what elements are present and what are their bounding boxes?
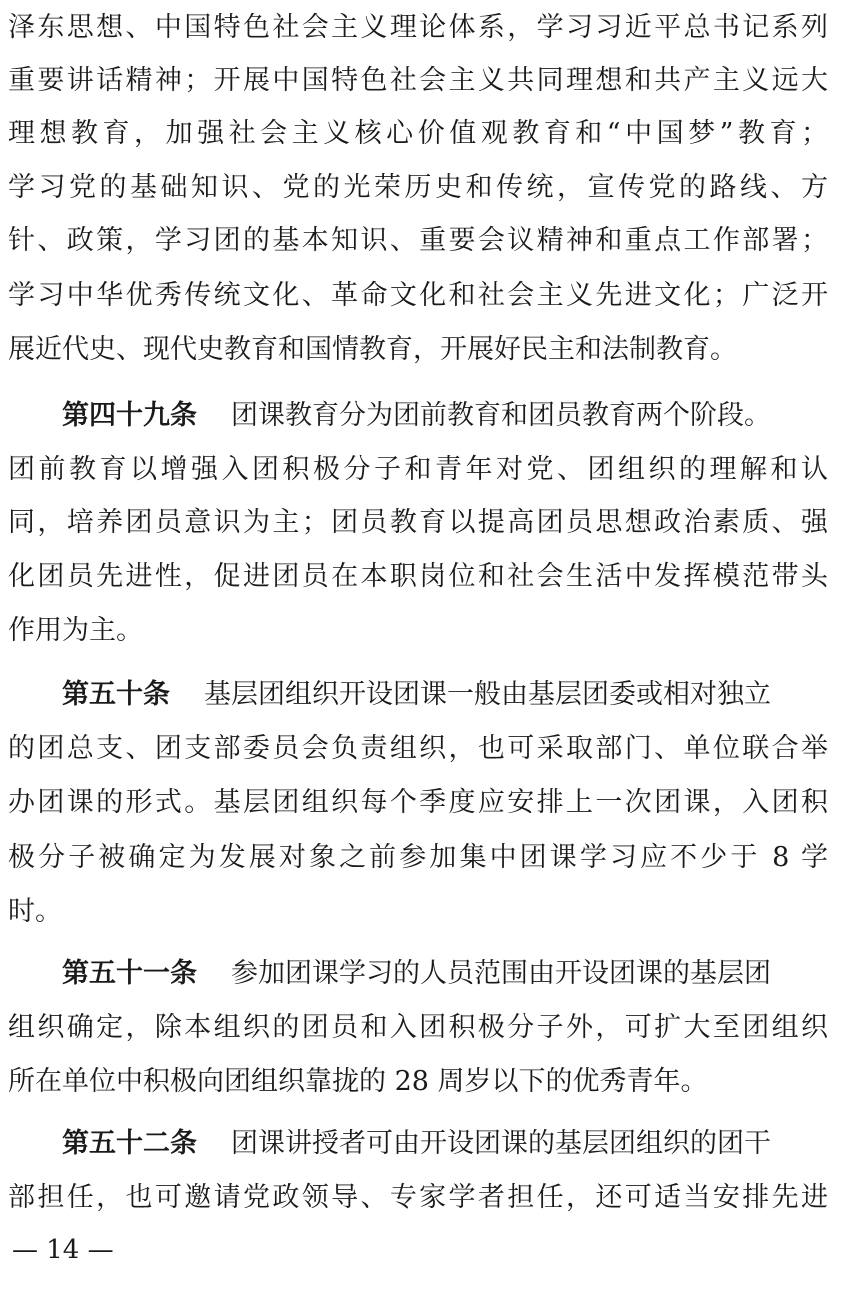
text-line: 团前教育以增强入团积极分子和青年对党、团组织的理解和认 (8, 454, 828, 485)
page-number: — 14 — (12, 1235, 114, 1265)
text-line: 作用为主。 (8, 615, 143, 646)
article-first-line (62, 1124, 828, 1164)
article-number: 第五十一条 (62, 958, 197, 989)
article-first-line (62, 675, 828, 715)
article-text: 参加团课学习的人员范围由开设团课的基层团 (231, 958, 771, 989)
text-line: 理想教育，加强社会主义核心价值观教育和“中国梦”教育； (8, 118, 828, 149)
article-number: 第四十九条 (62, 400, 197, 431)
text-line: 组织确定，除本组织的团员和入团积极分子外，可扩大至团组织 (8, 1012, 828, 1043)
text-line: 重要讲话精神；开展中国特色社会主义共同理想和共产主义远大 (8, 65, 828, 96)
text-line: 时。 (8, 896, 62, 927)
text-line: 展近代史、现代史教育和国情教育，开展好民主和法制教育。 (8, 334, 737, 365)
text-line: 部担任，也可邀请党政领导、专家学者担任，还可适当安排先进 (8, 1182, 828, 1213)
text-line: 学习党的基础知识、党的光荣历史和传统，宣传党的路线、方 (8, 172, 828, 203)
text-line: 针、政策，学习团的基本知识、重要会议精神和重点工作部署； (8, 225, 828, 256)
text-line: 的团总支、团支部委员会负责组织，也可采取部门、单位联合举 (8, 733, 828, 764)
article-number: 第五十二条 (62, 1128, 197, 1159)
text-line: 办团课的形式。基层团组织每个季度应安排上一次团课，入团积 (8, 787, 828, 818)
article-text: 团课讲授者可由开设团课的基层团组织的团干 (231, 1128, 771, 1159)
article-first-line (62, 396, 828, 436)
article-text: 基层团组织开设团课一般由基层团委或相对独立 (204, 679, 771, 710)
text-line: 同，培养团员意识为主；团员教育以提高团员思想政治素质、强 (8, 507, 828, 538)
article-first-line (62, 954, 828, 994)
article-number: 第五十条 (62, 679, 170, 710)
text-line: 化团员先进性，促进团员在本职岗位和社会生活中发挥模范带头 (8, 561, 828, 592)
text-line: 学习中华优秀传统文化、革命文化和社会主义先进文化；广泛开 (8, 280, 828, 311)
text-line: 泽东思想、中国特色社会主义理论体系，学习习近平总书记系列 (8, 12, 828, 43)
text-line: 极分子被确定为发展对象之前参加集中团课学习应不少于 8 学 (8, 842, 828, 873)
article-text: 团课教育分为团前教育和团员教育两个阶段。 (231, 400, 771, 431)
text-line: 所在单位中积极向团组织靠拢的 28 周岁以下的优秀青年。 (8, 1066, 708, 1097)
